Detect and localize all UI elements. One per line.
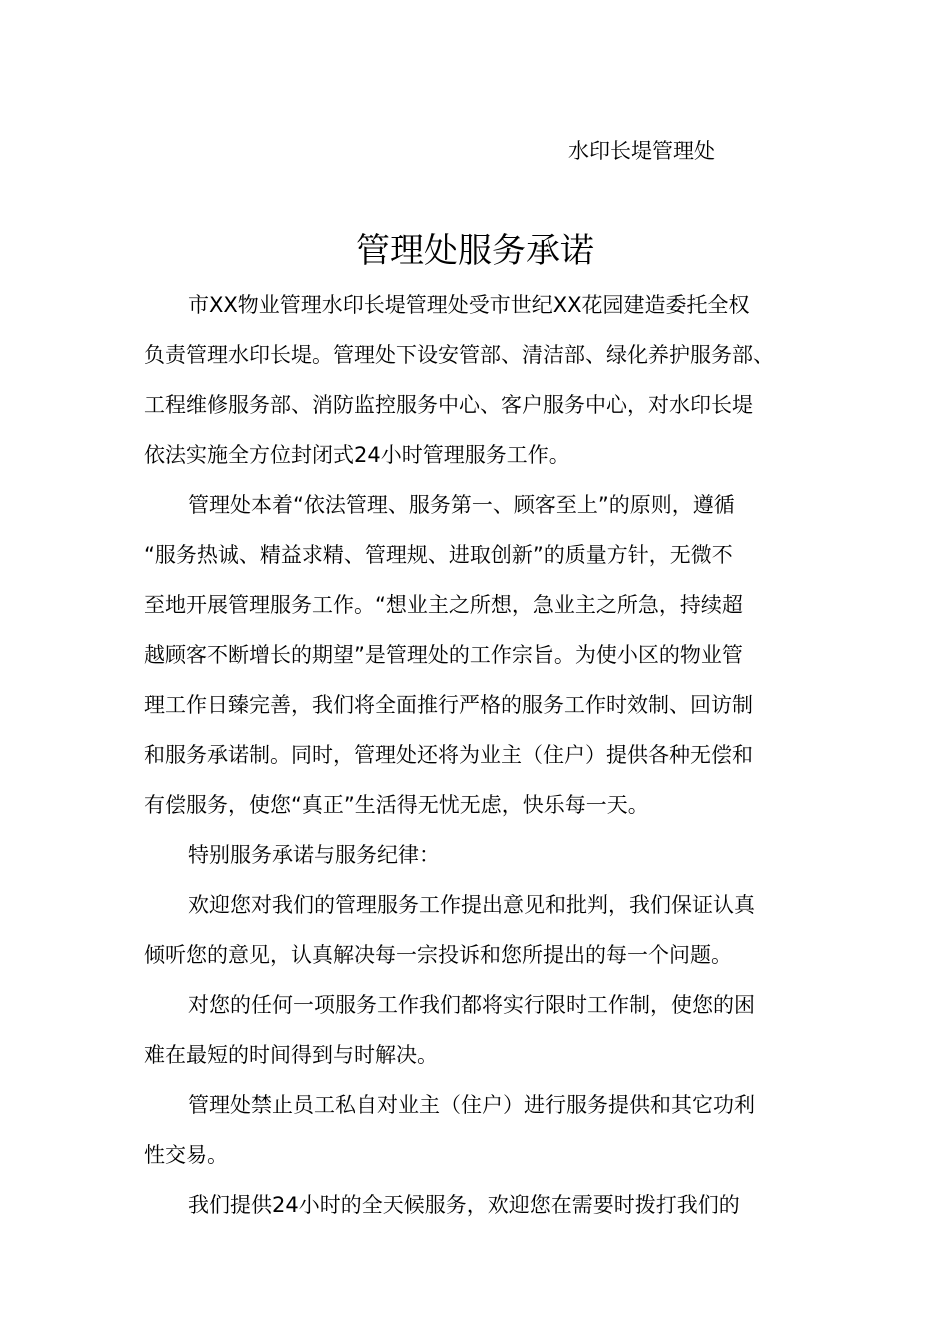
paragraph-6-line-1: 我们提供24小时的全天候服务，欢迎您在需要时拨打我们的 <box>188 1193 740 1217</box>
paragraph-3-line-1: 欢迎您对我们的管理服务工作提出意见和批判，我们保证认真 <box>188 893 755 917</box>
document-body <box>144 280 808 1230</box>
paragraph-5-line-2: 性交易。 <box>144 1143 228 1167</box>
paragraph-5-line-1: 管理处禁止员工私自对业主（住户）进行服务提供和其它功利 <box>188 1093 755 1117</box>
paragraph-1-line-3: 工程维修服务部、消防监控服务中心、客户服务中心，对水印长堤 <box>144 393 753 417</box>
organization-name: 水印长堤管理处 <box>568 139 715 163</box>
paragraph-4-line-2: 难在最短的时间得到与时解决。 <box>144 1043 438 1067</box>
paragraph-1-line-1: 市XX物业管理水印长堤管理处受市世纪XX花园建造委托全权 <box>188 293 750 317</box>
paragraph-2-line-7: 有偿服务，使您“真正”生活得无忧无虑，快乐每一天。 <box>144 793 649 817</box>
paragraph-2-line-1: 管理处本着“依法管理、服务第一、顾客至上”的原则，遵循 <box>188 493 735 517</box>
paragraph-2-line-3: 至地开展管理服务工作。“想业主之所想，急业主之所急，持续超 <box>144 593 743 617</box>
section-heading-special-commitments: 特别服务承诺与服务纪律： <box>188 843 440 867</box>
paragraph-2-line-5: 理工作日臻完善，我们将全面推行严格的服务工作时效制、回访制 <box>144 693 753 717</box>
paragraph-4-line-1: 对您的任何一项服务工作我们都将实行限时工作制，使您的困 <box>188 993 755 1017</box>
document-title: 管理处服务承诺 <box>356 231 594 271</box>
paragraph-2-line-2: “服务热诚、精益求精、管理规、进取创新”的质量方针，无微不 <box>144 543 733 567</box>
paragraph-2-line-4: 越顾客不断增长的期望”是管理处的工作宗旨。为使小区的物业管 <box>144 643 743 667</box>
paragraph-1-line-2: 负责管理水印长堤。管理处下设安管部、清洁部、绿化养护服务部、 <box>144 343 774 367</box>
paragraph-3-line-2: 倾听您的意见，认真解决每一宗投诉和您所提出的每一个问题。 <box>144 943 732 967</box>
paragraph-1-line-4: 依法实施全方位封闭式24小时管理服务工作。 <box>144 443 570 467</box>
paragraph-2-line-6: 和服务承诺制。同时，管理处还将为业主（住户）提供各种无偿和 <box>144 743 753 767</box>
